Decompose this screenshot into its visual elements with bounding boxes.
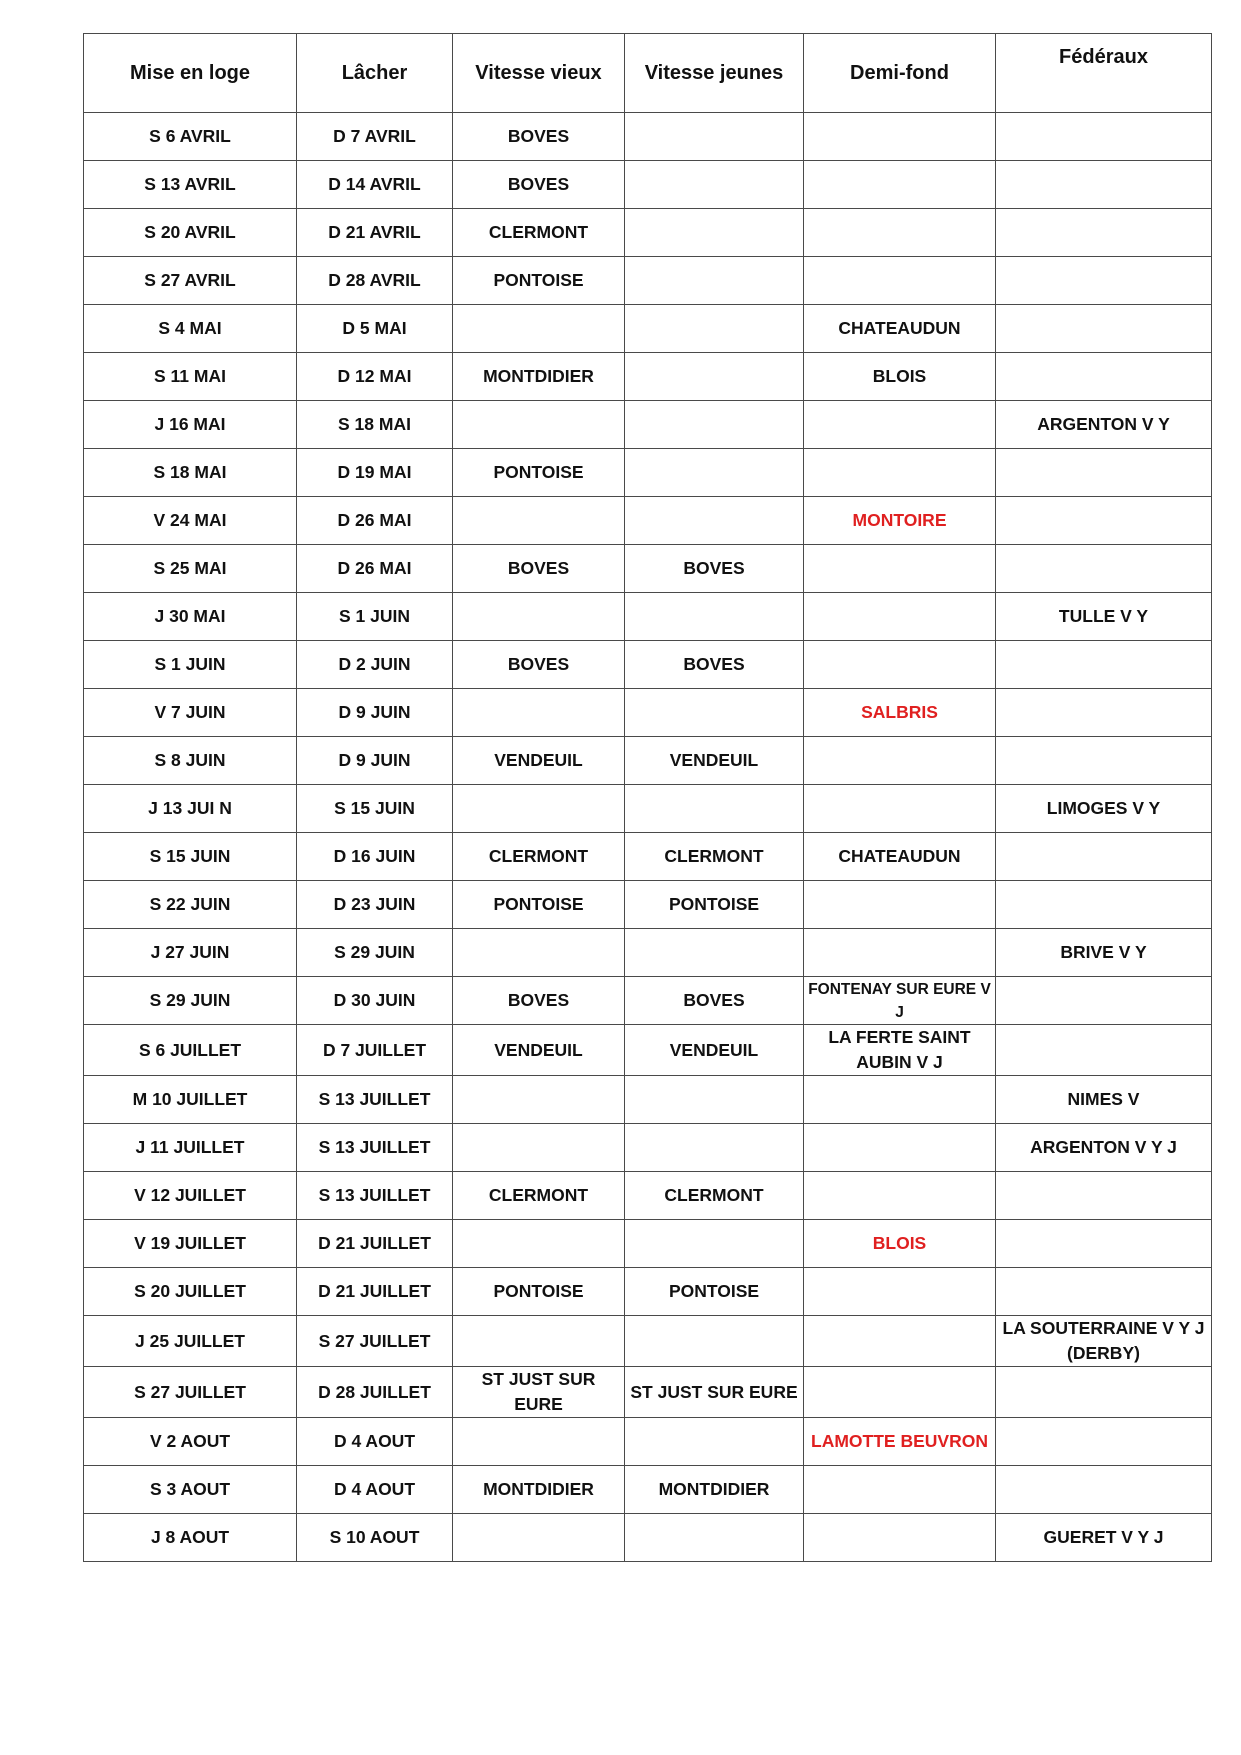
mise-en-loge-cell: S 18 MAI bbox=[84, 449, 297, 497]
demi-fond-cell: LA FERTE SAINT AUBIN V J bbox=[804, 1025, 996, 1076]
lacher-cell: S 29 JUIN bbox=[297, 929, 453, 977]
vitesse-jeunes-cell: BOVES bbox=[625, 641, 804, 689]
table-row bbox=[84, 1514, 1212, 1562]
vitesse-jeunes-cell bbox=[625, 689, 804, 737]
vitesse-vieux-cell bbox=[453, 497, 625, 545]
vitesse-vieux-cell: ST JUST SUR EURE bbox=[453, 1367, 625, 1418]
demi-fond-cell bbox=[804, 113, 996, 161]
lacher-cell: D 12 MAI bbox=[297, 353, 453, 401]
vitesse-vieux-cell bbox=[453, 1076, 625, 1124]
vitesse-jeunes-cell bbox=[625, 1220, 804, 1268]
federaux-cell bbox=[996, 833, 1212, 881]
demi-fond-cell bbox=[804, 449, 996, 497]
federaux-cell bbox=[996, 1466, 1212, 1514]
lacher-cell: D 16 JUIN bbox=[297, 833, 453, 881]
demi-fond-cell: CHATEAUDUN bbox=[804, 305, 996, 353]
demi-fond-cell: BLOIS bbox=[804, 1220, 996, 1268]
mise-en-loge-cell: S 1 JUIN bbox=[84, 641, 297, 689]
lacher-cell: S 13 JUILLET bbox=[297, 1172, 453, 1220]
federaux-cell bbox=[996, 737, 1212, 785]
mise-en-loge-cell: J 27 JUIN bbox=[84, 929, 297, 977]
federaux-cell: LA SOUTERRAINE V Y J (DERBY) bbox=[996, 1316, 1212, 1367]
mise-en-loge-cell: S 20 JUILLET bbox=[84, 1268, 297, 1316]
table-row bbox=[84, 449, 1212, 497]
lacher-cell: D 2 JUIN bbox=[297, 641, 453, 689]
lacher-cell: D 9 JUIN bbox=[297, 689, 453, 737]
table-row bbox=[84, 929, 1212, 977]
demi-fond-cell: MONTOIRE bbox=[804, 497, 996, 545]
table-row bbox=[84, 737, 1212, 785]
federaux-cell bbox=[996, 881, 1212, 929]
demi-fond-cell bbox=[804, 545, 996, 593]
vitesse-jeunes-cell bbox=[625, 353, 804, 401]
lacher-cell: D 7 AVRIL bbox=[297, 113, 453, 161]
federaux-cell: ARGENTON V Y J bbox=[996, 1124, 1212, 1172]
lacher-cell: D 28 AVRIL bbox=[297, 257, 453, 305]
demi-fond-cell bbox=[804, 209, 996, 257]
demi-fond-cell bbox=[804, 641, 996, 689]
lacher-cell: D 14 AVRIL bbox=[297, 161, 453, 209]
vitesse-vieux-cell: BOVES bbox=[453, 113, 625, 161]
table-row bbox=[84, 257, 1212, 305]
header-vitesse-jeunes: Vitesse jeunes bbox=[625, 34, 804, 113]
table-row bbox=[84, 1367, 1212, 1418]
vitesse-vieux-cell: PONTOISE bbox=[453, 257, 625, 305]
vitesse-jeunes-cell: PONTOISE bbox=[625, 881, 804, 929]
mise-en-loge-cell: S 22 JUIN bbox=[84, 881, 297, 929]
vitesse-jeunes-cell bbox=[625, 785, 804, 833]
demi-fond-cell: BLOIS bbox=[804, 353, 996, 401]
vitesse-vieux-cell bbox=[453, 1316, 625, 1367]
table-row bbox=[84, 1418, 1212, 1466]
table-row bbox=[84, 545, 1212, 593]
vitesse-jeunes-cell bbox=[625, 305, 804, 353]
vitesse-vieux-cell: BOVES bbox=[453, 545, 625, 593]
mise-en-loge-cell: J 8 AOUT bbox=[84, 1514, 297, 1562]
mise-en-loge-cell: S 4 MAI bbox=[84, 305, 297, 353]
table-row bbox=[84, 641, 1212, 689]
mise-en-loge-cell: V 24 MAI bbox=[84, 497, 297, 545]
header-demi-fond: Demi-fond bbox=[804, 34, 996, 113]
vitesse-jeunes-cell: CLERMONT bbox=[625, 833, 804, 881]
table-row bbox=[84, 209, 1212, 257]
mise-en-loge-cell: J 13 JUI N bbox=[84, 785, 297, 833]
header-federaux: Fédéraux bbox=[996, 34, 1212, 113]
lacher-cell: S 15 JUIN bbox=[297, 785, 453, 833]
federaux-cell bbox=[996, 305, 1212, 353]
mise-en-loge-cell: S 20 AVRIL bbox=[84, 209, 297, 257]
vitesse-jeunes-cell bbox=[625, 161, 804, 209]
demi-fond-cell bbox=[804, 161, 996, 209]
demi-fond-cell: SALBRIS bbox=[804, 689, 996, 737]
mise-en-loge-cell: S 6 AVRIL bbox=[84, 113, 297, 161]
vitesse-vieux-cell bbox=[453, 1124, 625, 1172]
lacher-cell: D 28 JUILLET bbox=[297, 1367, 453, 1418]
vitesse-jeunes-cell bbox=[625, 1418, 804, 1466]
mise-en-loge-cell: J 16 MAI bbox=[84, 401, 297, 449]
table-row bbox=[84, 1466, 1212, 1514]
federaux-cell bbox=[996, 641, 1212, 689]
vitesse-vieux-cell bbox=[453, 401, 625, 449]
demi-fond-cell bbox=[804, 881, 996, 929]
federaux-cell bbox=[996, 545, 1212, 593]
demi-fond-cell: CHATEAUDUN bbox=[804, 833, 996, 881]
table-row bbox=[84, 1316, 1212, 1367]
federaux-cell bbox=[996, 1220, 1212, 1268]
vitesse-jeunes-cell bbox=[625, 1076, 804, 1124]
vitesse-jeunes-cell: BOVES bbox=[625, 545, 804, 593]
vitesse-jeunes-cell bbox=[625, 1316, 804, 1367]
vitesse-jeunes-cell bbox=[625, 113, 804, 161]
lacher-cell: D 21 AVRIL bbox=[297, 209, 453, 257]
vitesse-vieux-cell: BOVES bbox=[453, 161, 625, 209]
lacher-cell: D 23 JUIN bbox=[297, 881, 453, 929]
table-row bbox=[84, 497, 1212, 545]
federaux-cell bbox=[996, 1418, 1212, 1466]
table-row bbox=[84, 785, 1212, 833]
vitesse-vieux-cell: PONTOISE bbox=[453, 449, 625, 497]
lacher-cell: D 21 JUILLET bbox=[297, 1268, 453, 1316]
vitesse-jeunes-cell bbox=[625, 209, 804, 257]
table-header bbox=[84, 34, 1212, 113]
table-row bbox=[84, 1268, 1212, 1316]
lacher-cell: D 7 JUILLET bbox=[297, 1025, 453, 1076]
vitesse-vieux-cell: PONTOISE bbox=[453, 1268, 625, 1316]
table-row bbox=[84, 353, 1212, 401]
federaux-cell bbox=[996, 161, 1212, 209]
table-row bbox=[84, 881, 1212, 929]
demi-fond-cell bbox=[804, 257, 996, 305]
table-row bbox=[84, 593, 1212, 641]
vitesse-vieux-cell: VENDEUIL bbox=[453, 737, 625, 785]
vitesse-vieux-cell: MONTDIDIER bbox=[453, 1466, 625, 1514]
vitesse-vieux-cell: CLERMONT bbox=[453, 833, 625, 881]
demi-fond-cell bbox=[804, 1466, 996, 1514]
demi-fond-cell bbox=[804, 785, 996, 833]
vitesse-jeunes-cell bbox=[625, 1514, 804, 1562]
table-row bbox=[84, 1124, 1212, 1172]
federaux-cell bbox=[996, 113, 1212, 161]
vitesse-vieux-cell bbox=[453, 305, 625, 353]
federaux-cell: LIMOGES V Y bbox=[996, 785, 1212, 833]
mise-en-loge-cell: J 25 JUILLET bbox=[84, 1316, 297, 1367]
lacher-cell: D 26 MAI bbox=[297, 545, 453, 593]
table-row bbox=[84, 113, 1212, 161]
vitesse-jeunes-cell: VENDEUIL bbox=[625, 1025, 804, 1076]
demi-fond-cell bbox=[804, 1124, 996, 1172]
lacher-cell: D 19 MAI bbox=[297, 449, 453, 497]
demi-fond-cell bbox=[804, 1076, 996, 1124]
mise-en-loge-cell: S 29 JUIN bbox=[84, 977, 297, 1025]
mise-en-loge-cell: V 7 JUIN bbox=[84, 689, 297, 737]
mise-en-loge-cell: S 25 MAI bbox=[84, 545, 297, 593]
lacher-cell: D 9 JUIN bbox=[297, 737, 453, 785]
mise-en-loge-cell: S 13 AVRIL bbox=[84, 161, 297, 209]
vitesse-vieux-cell: CLERMONT bbox=[453, 209, 625, 257]
table-row bbox=[84, 689, 1212, 737]
vitesse-jeunes-cell: VENDEUIL bbox=[625, 737, 804, 785]
demi-fond-cell bbox=[804, 1172, 996, 1220]
federaux-cell: ARGENTON V Y bbox=[996, 401, 1212, 449]
federaux-cell bbox=[996, 257, 1212, 305]
federaux-cell: TULLE V Y bbox=[996, 593, 1212, 641]
table-row bbox=[84, 1025, 1212, 1076]
vitesse-vieux-cell: VENDEUIL bbox=[453, 1025, 625, 1076]
mise-en-loge-cell: S 27 JUILLET bbox=[84, 1367, 297, 1418]
mise-en-loge-cell: V 12 JUILLET bbox=[84, 1172, 297, 1220]
demi-fond-cell: FONTENAY SUR EURE V J bbox=[804, 977, 996, 1025]
table-row bbox=[84, 401, 1212, 449]
vitesse-vieux-cell bbox=[453, 593, 625, 641]
header-vitesse-vieux: Vitesse vieux bbox=[453, 34, 625, 113]
lacher-cell: D 5 MAI bbox=[297, 305, 453, 353]
table-row bbox=[84, 1172, 1212, 1220]
vitesse-vieux-cell: PONTOISE bbox=[453, 881, 625, 929]
vitesse-jeunes-cell: PONTOISE bbox=[625, 1268, 804, 1316]
mise-en-loge-cell: S 11 MAI bbox=[84, 353, 297, 401]
lacher-cell: S 1 JUIN bbox=[297, 593, 453, 641]
mise-en-loge-cell: S 15 JUIN bbox=[84, 833, 297, 881]
lacher-cell: D 30 JUIN bbox=[297, 977, 453, 1025]
header-row bbox=[84, 34, 1212, 113]
table-row bbox=[84, 833, 1212, 881]
table-row bbox=[84, 161, 1212, 209]
race-schedule-table bbox=[83, 33, 1212, 1562]
federaux-cell bbox=[996, 1025, 1212, 1076]
vitesse-jeunes-cell: BOVES bbox=[625, 977, 804, 1025]
vitesse-vieux-cell: BOVES bbox=[453, 977, 625, 1025]
vitesse-vieux-cell bbox=[453, 1514, 625, 1562]
vitesse-vieux-cell: BOVES bbox=[453, 641, 625, 689]
vitesse-jeunes-cell: MONTDIDIER bbox=[625, 1466, 804, 1514]
vitesse-vieux-cell bbox=[453, 1418, 625, 1466]
header-mise-en-loge: Mise en loge bbox=[84, 34, 297, 113]
federaux-cell bbox=[996, 689, 1212, 737]
demi-fond-cell bbox=[804, 737, 996, 785]
lacher-cell: S 27 JUILLET bbox=[297, 1316, 453, 1367]
vitesse-jeunes-cell bbox=[625, 593, 804, 641]
mise-en-loge-cell: J 11 JUILLET bbox=[84, 1124, 297, 1172]
lacher-cell: S 13 JUILLET bbox=[297, 1124, 453, 1172]
vitesse-vieux-cell bbox=[453, 929, 625, 977]
demi-fond-cell bbox=[804, 1316, 996, 1367]
mise-en-loge-cell: S 27 AVRIL bbox=[84, 257, 297, 305]
mise-en-loge-cell: M 10 JUILLET bbox=[84, 1076, 297, 1124]
vitesse-jeunes-cell bbox=[625, 257, 804, 305]
table-row bbox=[84, 1220, 1212, 1268]
table-row bbox=[84, 977, 1212, 1025]
vitesse-jeunes-cell bbox=[625, 929, 804, 977]
mise-en-loge-cell: S 6 JUILLET bbox=[84, 1025, 297, 1076]
mise-en-loge-cell: V 2 AOUT bbox=[84, 1418, 297, 1466]
federaux-cell bbox=[996, 1172, 1212, 1220]
federaux-cell bbox=[996, 209, 1212, 257]
lacher-cell: S 13 JUILLET bbox=[297, 1076, 453, 1124]
demi-fond-cell: LAMOTTE BEUVRON bbox=[804, 1418, 996, 1466]
lacher-cell: D 4 AOUT bbox=[297, 1418, 453, 1466]
lacher-cell: D 26 MAI bbox=[297, 497, 453, 545]
vitesse-vieux-cell: MONTDIDIER bbox=[453, 353, 625, 401]
mise-en-loge-cell: S 8 JUIN bbox=[84, 737, 297, 785]
vitesse-jeunes-cell bbox=[625, 497, 804, 545]
table-row bbox=[84, 305, 1212, 353]
vitesse-jeunes-cell bbox=[625, 449, 804, 497]
lacher-cell: S 10 AOUT bbox=[297, 1514, 453, 1562]
vitesse-jeunes-cell: CLERMONT bbox=[625, 1172, 804, 1220]
demi-fond-cell bbox=[804, 593, 996, 641]
federaux-cell: NIMES V bbox=[996, 1076, 1212, 1124]
table-body bbox=[84, 113, 1212, 1562]
lacher-cell: D 4 AOUT bbox=[297, 1466, 453, 1514]
federaux-cell bbox=[996, 353, 1212, 401]
demi-fond-cell bbox=[804, 1268, 996, 1316]
mise-en-loge-cell: V 19 JUILLET bbox=[84, 1220, 297, 1268]
federaux-cell bbox=[996, 449, 1212, 497]
vitesse-jeunes-cell bbox=[625, 1124, 804, 1172]
demi-fond-cell bbox=[804, 929, 996, 977]
vitesse-vieux-cell bbox=[453, 689, 625, 737]
mise-en-loge-cell: J 30 MAI bbox=[84, 593, 297, 641]
vitesse-vieux-cell bbox=[453, 785, 625, 833]
table-row bbox=[84, 1076, 1212, 1124]
lacher-cell: D 21 JUILLET bbox=[297, 1220, 453, 1268]
federaux-cell: BRIVE V Y bbox=[996, 929, 1212, 977]
vitesse-vieux-cell bbox=[453, 1220, 625, 1268]
demi-fond-cell bbox=[804, 1367, 996, 1418]
mise-en-loge-cell: S 3 AOUT bbox=[84, 1466, 297, 1514]
demi-fond-cell bbox=[804, 401, 996, 449]
federaux-cell bbox=[996, 1268, 1212, 1316]
federaux-cell: GUERET V Y J bbox=[996, 1514, 1212, 1562]
federaux-cell bbox=[996, 977, 1212, 1025]
federaux-cell bbox=[996, 497, 1212, 545]
federaux-cell bbox=[996, 1367, 1212, 1418]
vitesse-jeunes-cell bbox=[625, 401, 804, 449]
header-lacher: Lâcher bbox=[297, 34, 453, 113]
vitesse-vieux-cell: CLERMONT bbox=[453, 1172, 625, 1220]
lacher-cell: S 18 MAI bbox=[297, 401, 453, 449]
vitesse-jeunes-cell: ST JUST SUR EURE bbox=[625, 1367, 804, 1418]
demi-fond-cell bbox=[804, 1514, 996, 1562]
